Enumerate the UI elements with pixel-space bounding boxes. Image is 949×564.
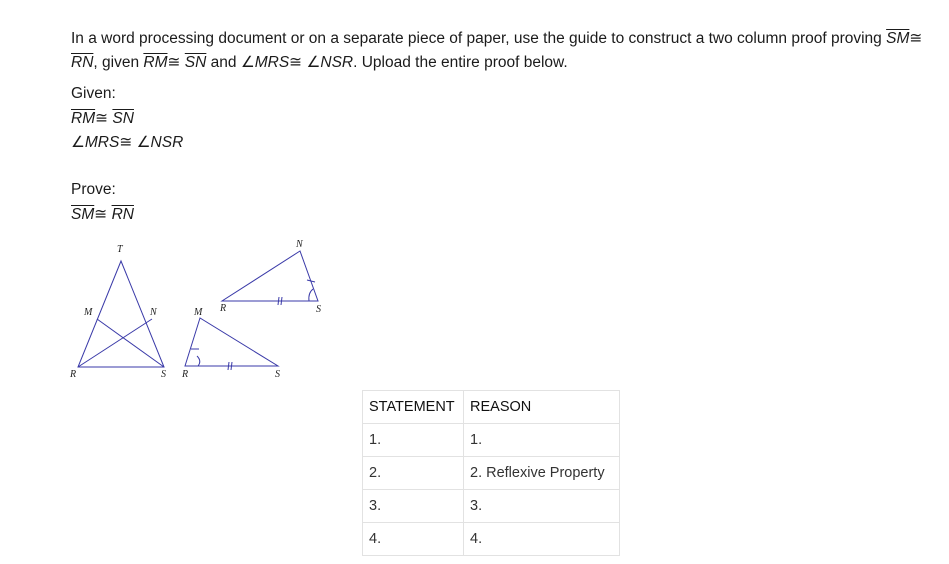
label-r: R [70, 369, 77, 380]
instructions-paragraph [71, 27, 931, 75]
segment-rm: $\overline{RM}$ [71, 110, 96, 127]
instructions-text: In a word processing document or on a separate piece of paper, use the guide to construct a two column proof proving [71, 30, 887, 47]
angle-nsr: ∠NSR [136, 134, 184, 151]
given-statement-2 [71, 133, 183, 152]
statement-header: STATEMENT [363, 391, 464, 424]
congruent-symbol: ≅ [289, 54, 303, 71]
label-m: M [84, 307, 93, 318]
congruent-symbol: ≅ [119, 134, 133, 151]
angle-mrs: MRS [254, 54, 290, 71]
table-row [363, 490, 620, 523]
angle-mrs: ∠MRS [71, 134, 120, 151]
instructions-text: , given [93, 54, 144, 71]
label-s: S [161, 369, 166, 380]
label-n: N [296, 239, 303, 250]
label-m: M [194, 307, 203, 318]
segment-sm: $\overline{SM}$ [71, 206, 95, 223]
tick-mark-rs-3 [278, 297, 279, 305]
table-row [363, 523, 620, 556]
reason-header: REASON [464, 391, 620, 424]
reason-cell[interactable]: 4. [464, 523, 620, 556]
segment-rn: $\overline{RN}$ [71, 54, 94, 71]
prove-statement [71, 205, 134, 224]
statement-cell[interactable]: 1. [363, 424, 464, 457]
table-row [363, 457, 620, 490]
given-statement-1 [71, 109, 134, 128]
table-header-row [363, 391, 620, 424]
tick-mark-rs-1 [228, 362, 229, 370]
instructions-text: and ∠ [206, 54, 255, 71]
segment-rn: $\overline{RN}$ [111, 206, 134, 223]
reason-cell[interactable]: 3. [464, 490, 620, 523]
instructions-text: . Upload the entire proof below. [353, 54, 568, 71]
label-r: R [182, 369, 189, 380]
prove-heading: Prove: [71, 181, 116, 198]
instructions-text: ∠ [302, 54, 321, 71]
reason-cell[interactable]: 2. Reflexive Property [464, 457, 620, 490]
congruent-symbol: ≅ [94, 206, 108, 223]
segment-rm: $\overline{RM}$ [143, 54, 168, 71]
angle-arc-s [309, 289, 313, 301]
label-n: N [150, 307, 157, 318]
segment-rn-line [78, 319, 152, 367]
segment-sn: $\overline{SN}$ [112, 110, 134, 127]
statement-cell[interactable]: 4. [363, 523, 464, 556]
label-t: T [117, 244, 123, 255]
label-s: S [316, 304, 321, 315]
table-row [363, 424, 620, 457]
label-r: R [220, 303, 227, 314]
reason-cell[interactable]: 1. [464, 424, 620, 457]
geometry-figure [60, 235, 350, 385]
proof-table [362, 390, 620, 556]
triangle-nrs [222, 251, 318, 301]
congruent-symbol: ≅ [95, 110, 109, 127]
angle-arc-r [197, 356, 200, 366]
statement-cell[interactable]: 3. [363, 490, 464, 523]
congruent-symbol: ≅ [909, 30, 923, 47]
segment-sm: $\overline{SM}$ [886, 30, 910, 47]
given-heading: Given: [71, 85, 116, 102]
segment-sn: $\overline{SN}$ [184, 54, 207, 71]
statement-cell[interactable]: 2. [363, 457, 464, 490]
tick-mark-rs-4 [281, 297, 282, 305]
congruent-symbol: ≅ [167, 54, 181, 71]
tick-mark-rs-2 [231, 362, 232, 370]
angle-nsr: NSR [320, 54, 354, 71]
label-s: S [275, 369, 280, 380]
